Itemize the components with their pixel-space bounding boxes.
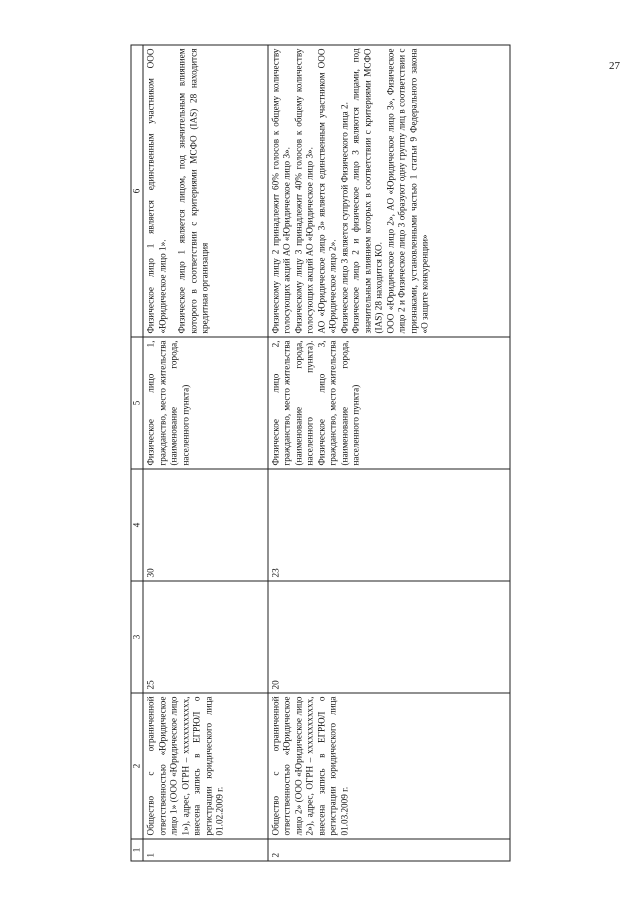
note-paragraph: Физическому лицу 2 принадлежит 60% голосов к общему количеству голосующих акций АО «Юридическое лицо 3». bbox=[270, 48, 292, 333]
note-paragraph: ООО «Юридическое лицо 2», АО «Юридическое лицо 3», Физическое лицо 2 и Физическое лицо 3 образуют одну группу лиц в соответствии с признаками, установленными частью 1 статьи 9 Федерального закона «О защите конкуренции» bbox=[385, 48, 430, 333]
note-paragraph: Физическое лицо 1 является лицом, под значительным влиянием которого в соответствии с критериями МСФО (IAS) 28 находится кредитная организация bbox=[176, 48, 210, 333]
row-number: 2 bbox=[268, 839, 510, 861]
related-parties-table bbox=[131, 44, 511, 861]
header-cell: 3 bbox=[131, 581, 143, 693]
person-description: Физическое лицо 2, гражданство, место жительства (наименование города, населенного пункта). Физическое лицо 3, гражданство, место жительства (наименование города, населенного пункта) bbox=[268, 337, 510, 469]
relationship-notes bbox=[268, 45, 510, 337]
person-description: Физическое лицо 1, гражданство, место жительства (наименование города, населенного пункта) bbox=[143, 337, 268, 469]
relationship-notes bbox=[143, 45, 268, 337]
entity-description: Общество с ограниченной ответственностью «Юридическое лицо 1» (ООО «Юридическое лицо 1»), адрес, ОГРН – хххххххххххх, внесена запись в ЕГРЮЛ о регистрации юридического лица 01.02.2009 г. bbox=[143, 693, 268, 839]
note-paragraph: Физическое лицо 3 является супругой Физического лица 2. bbox=[339, 101, 350, 333]
value-column-4: 30 bbox=[143, 469, 268, 581]
paragraph-gap bbox=[169, 48, 177, 333]
page-number: 27 bbox=[609, 60, 620, 72]
header-cell: 6 bbox=[131, 45, 143, 337]
row-number: 1 bbox=[143, 839, 268, 861]
header-cell: 5 bbox=[131, 337, 143, 469]
note-paragraph: АО «Юридическое лицо 3» является единственным участником ООО «Юридическое лицо 2». bbox=[316, 48, 338, 333]
value-column-3: 20 bbox=[268, 581, 510, 693]
value-column-4: 23 bbox=[268, 469, 510, 581]
note-paragraph: Физическому лицу 3 принадлежит 40% голосов к общему количеству голосующих акций АО «Юридическое лицо 3». bbox=[293, 48, 315, 333]
table-row bbox=[143, 45, 268, 861]
entity-description: Общество с ограниченной ответственностью «Юридическое лицо 2» (ООО «Юридическое лицо 2»), адрес, ОГРН – хххххххххххх, внесена запись в ЕГРЮЛ о регистрации юридического лица 01.03.2009 г. bbox=[268, 693, 510, 839]
value-column-3: 25 bbox=[143, 581, 268, 693]
note-paragraph: Физическое лицо 2 и физическое лицо 3 являются лицами, под значительным влиянием которых в соответствии с критериями МСФО (IAS) 28 находится КО. bbox=[350, 48, 384, 333]
header-cell: 1 bbox=[131, 839, 143, 861]
table-row bbox=[268, 45, 510, 861]
header-cell: 2 bbox=[131, 693, 143, 839]
note-paragraph: Физическое лицо 1 является единственным участником ООО «Юридическое лицо 1». bbox=[145, 48, 168, 333]
header-cell: 4 bbox=[131, 469, 143, 581]
table-header-row bbox=[131, 45, 143, 861]
